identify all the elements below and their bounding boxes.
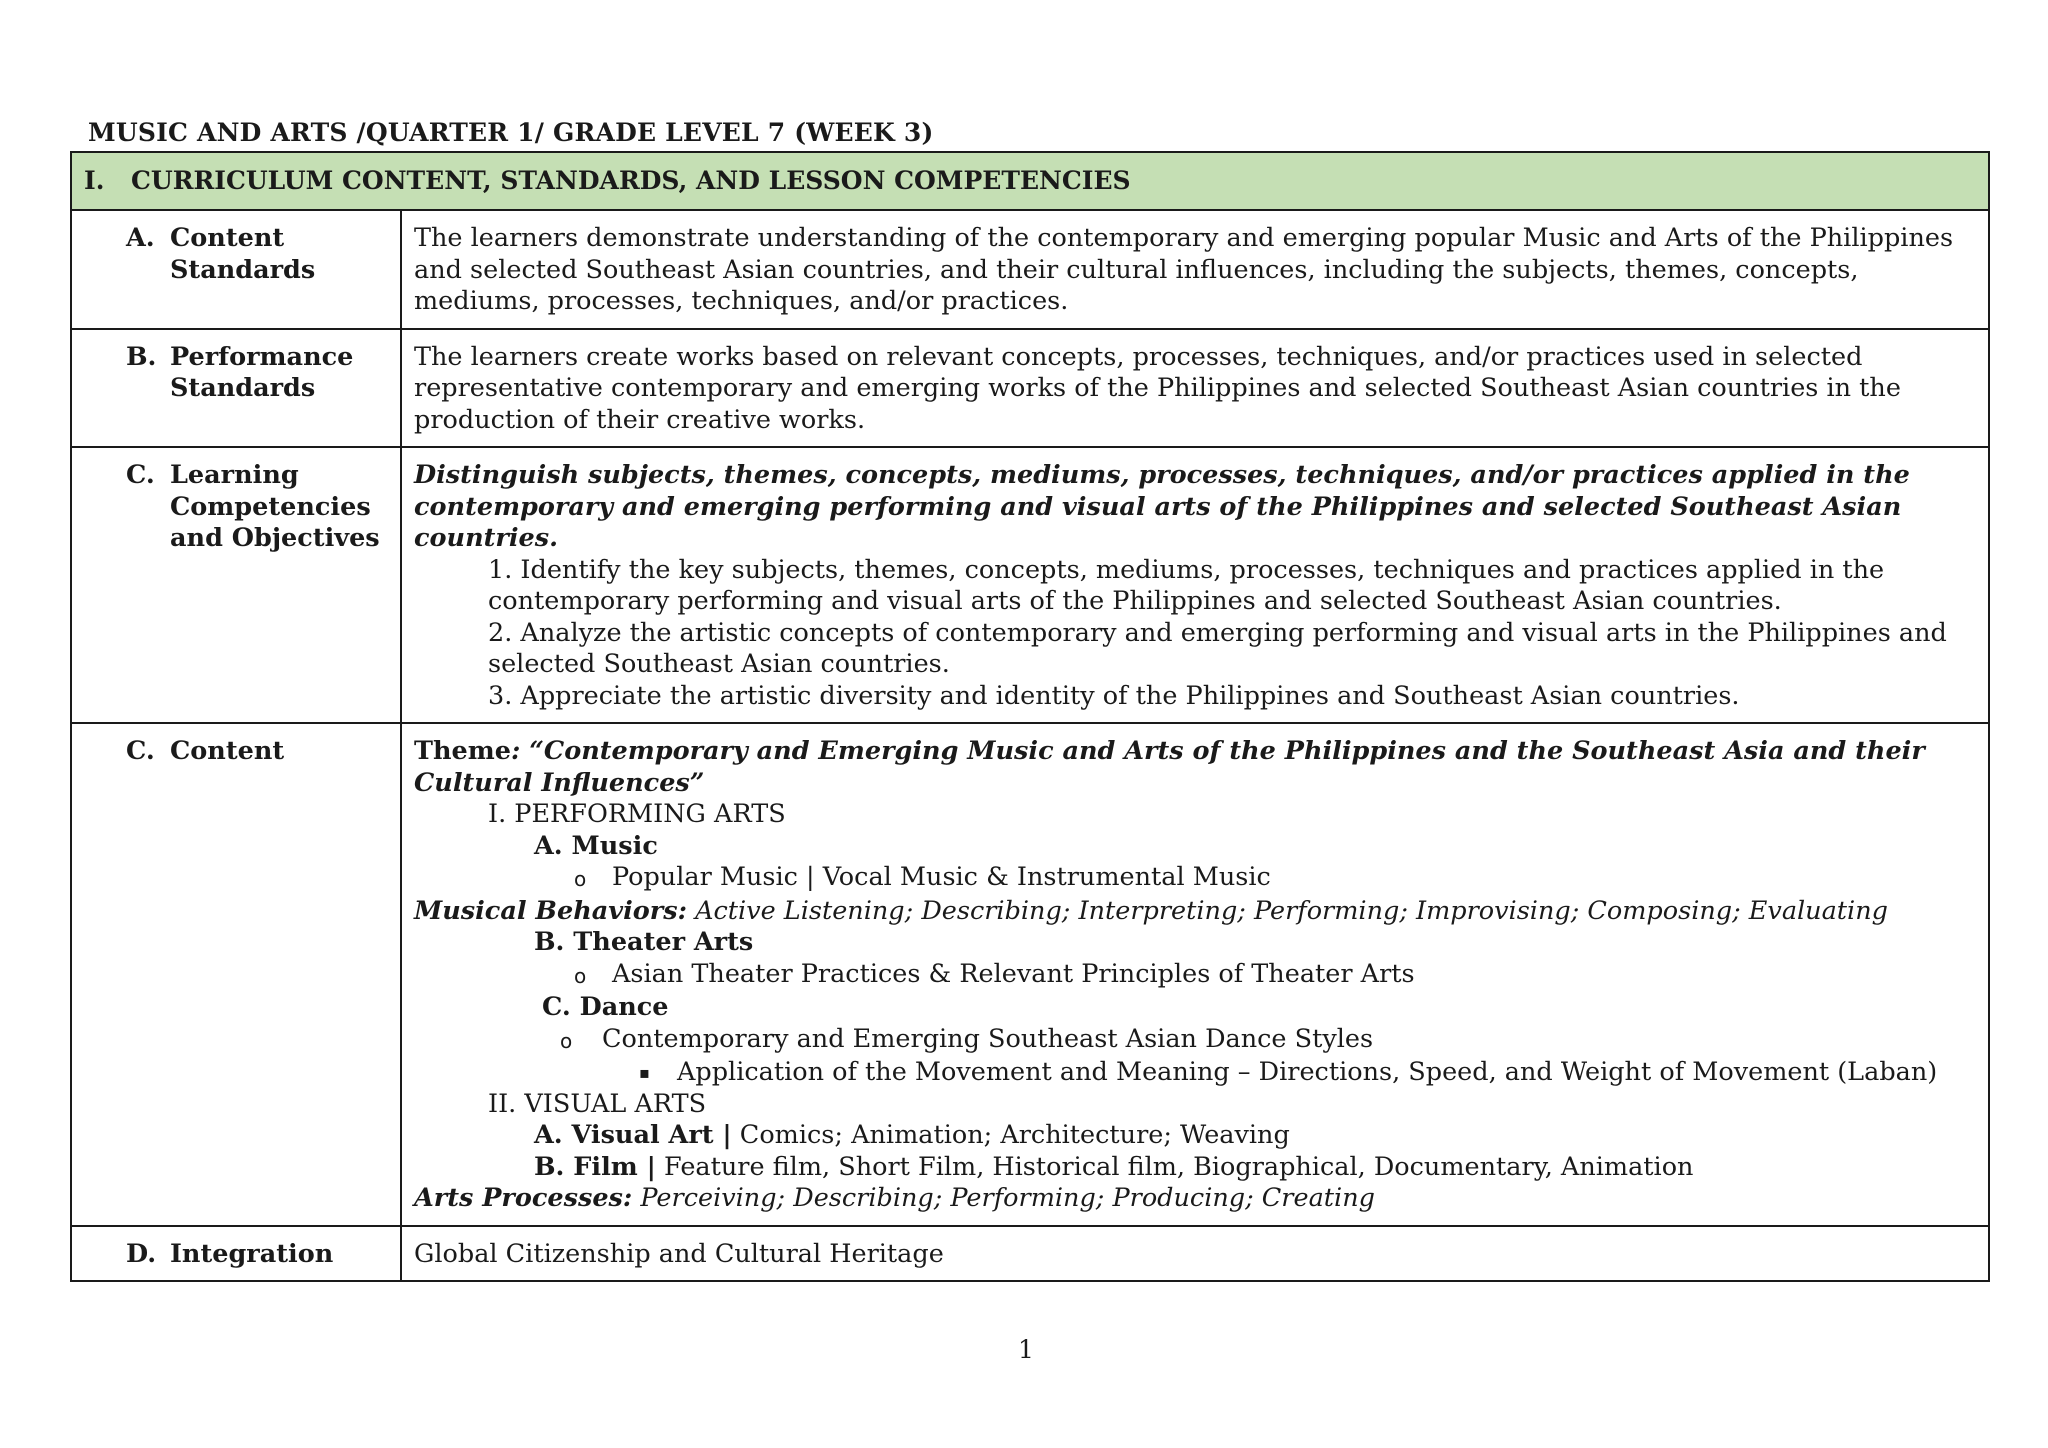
performing-arts-heading: I. PERFORMING ARTS <box>488 799 786 829</box>
objective-item: 3. Appreciate the artistic diversity and identity of the Philippines and Southeast Asian countries. <box>488 680 1740 711</box>
list-item <box>414 1057 1974 1089</box>
objective-item: 1. Identify the key subjects, themes, concepts, mediums, processes, techniques and practices applied in the contemporary performing and visual arts of the Philippines and selected Southeast Asian countries. <box>488 554 1885 616</box>
row-label: Learning Competencies and Objectives <box>170 460 380 553</box>
content-standards-row <box>71 210 1989 329</box>
row-letter: C. <box>126 736 155 766</box>
content-row <box>71 723 1989 1226</box>
visual-art-label: A. Visual Art | <box>534 1120 732 1150</box>
list-item-text: Popular Music | Vocal Music & Instrumental Music <box>612 862 1271 892</box>
row-letter: D. <box>126 1238 157 1269</box>
processes-text: Perceiving; Describing; Performing; Producing; Creating <box>632 1183 1375 1213</box>
page-number: 1 <box>1018 1335 1034 1364</box>
objective-item: 2. Analyze the artistic concepts of contemporary and emerging performing and visual arts in the Philippines and selected Southeast Asian countries. <box>488 617 1947 679</box>
theme-line <box>414 736 1974 799</box>
list-item-text: Asian Theater Practices & Relevant Principles of Theater Arts <box>612 958 1415 989</box>
processes-label: Arts Processes: <box>414 1183 633 1213</box>
content-standards-text: The learners demonstrate understanding of the contemporary and emerging popular Music and Arts of the Philippines and selected Southeast Asian countries, and their cultural influences, including the subjects, themes, concepts, mediums, processes, techniques, and/or practices. <box>401 210 1989 329</box>
circle-bullet-icon: o <box>560 1028 573 1053</box>
dance-heading: C. Dance <box>542 992 669 1022</box>
integration-row <box>71 1226 1989 1282</box>
music-heading: A. Music <box>534 830 658 861</box>
visual-art-text: Comics; Animation; Architecture; Weaving <box>731 1120 1290 1150</box>
row-letter: C. <box>126 460 155 490</box>
list-item <box>414 1024 1974 1058</box>
theater-heading: B. Theater Arts <box>534 927 754 957</box>
theme-label: Theme <box>414 736 511 766</box>
row-letter: B. <box>126 341 157 372</box>
square-bullet-icon: ▪ <box>639 1063 650 1082</box>
performance-standards-text: The learners create works based on relevant concepts, processes, techniques, and/or practices used in selected representative contemporary and emerging works of the Philippines and selected Southeast Asian countries in the production of their creative works. <box>401 329 1989 448</box>
document-title: MUSIC AND ARTS /QUARTER 1/ GRADE LEVEL 7 (WEEK 3) <box>88 118 934 147</box>
competency-lead: Distinguish subjects, themes, concepts, mediums, processes, techniques, and/or practices applied in the contemporary and emerging performing and visual arts of the Philippines and selected Southeast Asian countries. <box>414 460 1910 553</box>
row-label-cell <box>71 329 401 448</box>
section-title: CURRICULUM CONTENT, STANDARDS, AND LESSON COMPETENCIES <box>131 166 1131 196</box>
circle-bullet-icon: o <box>574 867 587 891</box>
row-label-cell <box>71 723 401 1226</box>
curriculum-table <box>70 151 1990 1282</box>
content-cell <box>401 723 1989 1226</box>
competencies-row <box>71 447 1989 723</box>
list-item <box>414 862 1974 896</box>
section-header <box>71 152 1989 210</box>
musical-behaviors-line <box>414 896 1974 928</box>
film-line <box>414 1152 1974 1184</box>
circle-bullet-icon: o <box>574 963 587 988</box>
behaviors-text: Active Listening; Describing; Interpreting; Performing; Improvising; Composing; Evaluating <box>686 895 1888 926</box>
behaviors-label: Musical Behaviors: <box>414 895 687 926</box>
row-letter: A. <box>126 223 155 253</box>
section-header-row <box>71 152 1989 210</box>
row-label: Content <box>170 736 285 766</box>
competencies-cell <box>401 447 1989 723</box>
list-item <box>414 959 1974 993</box>
theme-text: : “Contemporary and Emerging Music and Arts of the Philippines and the Southeast Asia and their Cultural Influences” <box>414 736 1925 798</box>
film-text: Feature film, Short Film, Historical film, Biographical, Documentary, Animation <box>655 1151 1694 1182</box>
visual-art-line <box>414 1120 1974 1152</box>
section-numeral: I. <box>84 166 105 196</box>
row-label: Integration <box>170 1238 334 1269</box>
row-label: Content Standards <box>170 223 316 285</box>
visual-arts-heading: II. VISUAL ARTS <box>488 1088 707 1119</box>
list-item-text: Contemporary and Emerging Southeast Asian Dance Styles <box>602 1023 1374 1054</box>
row-label-cell <box>71 210 401 329</box>
integration-text: Global Citizenship and Cultural Heritage <box>401 1226 1989 1282</box>
performance-standards-row <box>71 329 1989 448</box>
row-label: Performance Standards <box>170 341 354 403</box>
list-item-text: Application of the Movement and Meaning – Directions, Speed, and Weight of Movement (Laban) <box>677 1057 1938 1087</box>
arts-processes-line <box>414 1183 1974 1215</box>
film-label: B. Film | <box>534 1151 656 1182</box>
row-label-cell <box>71 1226 401 1282</box>
row-label-cell <box>71 447 401 723</box>
